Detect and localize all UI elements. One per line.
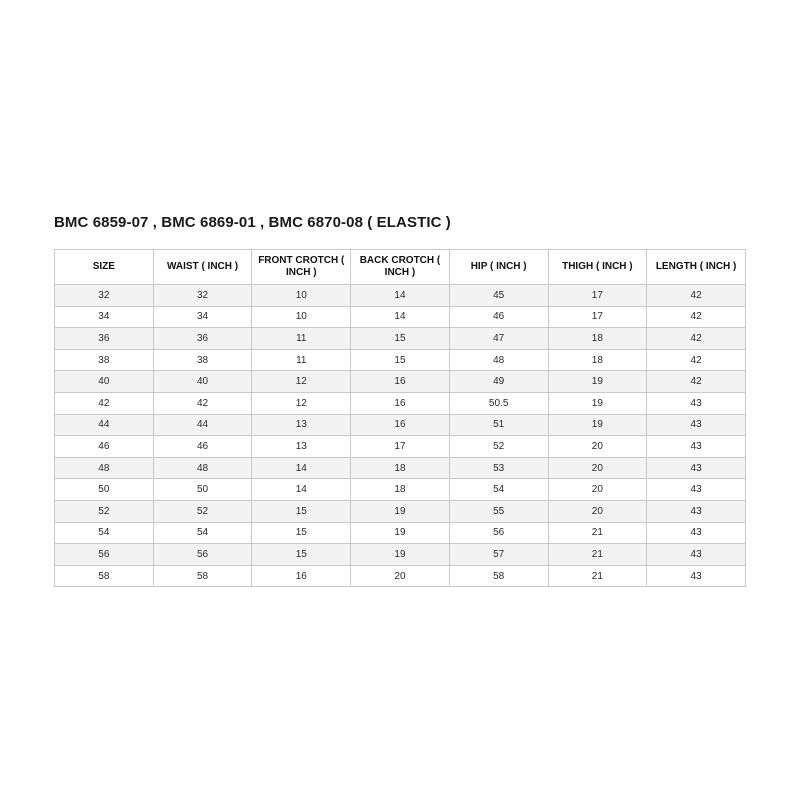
cell-hip: 50.5	[449, 392, 548, 414]
cell-front-crotch: 13	[252, 414, 351, 436]
cell-hip: 49	[449, 371, 548, 393]
cell-waist: 48	[153, 457, 252, 479]
cell-back-crotch: 16	[351, 392, 450, 414]
cell-waist: 58	[153, 565, 252, 587]
cell-length: 42	[647, 371, 746, 393]
cell-length: 43	[647, 392, 746, 414]
cell-size: 58	[55, 565, 154, 587]
table-row	[55, 500, 746, 522]
page-title: BMC 6859-07 , BMC 6869-01 , BMC 6870-08 ( ELASTIC )	[54, 214, 451, 231]
cell-hip: 53	[449, 457, 548, 479]
cell-front-crotch: 14	[252, 479, 351, 501]
table-row	[55, 479, 746, 501]
cell-thigh: 20	[548, 500, 647, 522]
cell-size: 48	[55, 457, 154, 479]
table-row	[55, 522, 746, 544]
cell-hip: 48	[449, 349, 548, 371]
cell-back-crotch: 15	[351, 328, 450, 350]
cell-length: 43	[647, 565, 746, 587]
cell-length: 43	[647, 457, 746, 479]
cell-hip: 45	[449, 285, 548, 307]
cell-waist: 54	[153, 522, 252, 544]
cell-length: 43	[647, 479, 746, 501]
cell-waist: 32	[153, 285, 252, 307]
cell-front-crotch: 15	[252, 522, 351, 544]
cell-waist: 36	[153, 328, 252, 350]
header-length: LENGTH ( INCH )	[647, 250, 746, 285]
cell-back-crotch: 16	[351, 414, 450, 436]
cell-hip: 55	[449, 500, 548, 522]
header-waist: WAIST ( INCH )	[153, 250, 252, 285]
cell-thigh: 19	[548, 414, 647, 436]
cell-size: 50	[55, 479, 154, 501]
table-row	[55, 544, 746, 566]
cell-hip: 46	[449, 306, 548, 328]
cell-front-crotch: 10	[252, 306, 351, 328]
cell-thigh: 19	[548, 392, 647, 414]
cell-length: 43	[647, 436, 746, 458]
cell-back-crotch: 14	[351, 306, 450, 328]
cell-waist: 52	[153, 500, 252, 522]
header-front-crotch: FRONT CROTCH ( INCH )	[252, 250, 351, 285]
cell-hip: 47	[449, 328, 548, 350]
cell-thigh: 17	[548, 306, 647, 328]
cell-hip: 57	[449, 544, 548, 566]
cell-length: 42	[647, 328, 746, 350]
cell-thigh: 21	[548, 565, 647, 587]
cell-hip: 54	[449, 479, 548, 501]
table-row	[55, 306, 746, 328]
cell-front-crotch: 15	[252, 544, 351, 566]
table-body	[55, 285, 746, 587]
cell-size: 52	[55, 500, 154, 522]
cell-size: 44	[55, 414, 154, 436]
table-row	[55, 285, 746, 307]
cell-length: 43	[647, 500, 746, 522]
cell-back-crotch: 19	[351, 500, 450, 522]
cell-thigh: 18	[548, 349, 647, 371]
cell-back-crotch: 16	[351, 371, 450, 393]
cell-length: 42	[647, 349, 746, 371]
cell-size: 36	[55, 328, 154, 350]
cell-length: 42	[647, 285, 746, 307]
cell-waist: 40	[153, 371, 252, 393]
cell-front-crotch: 15	[252, 500, 351, 522]
header-size: SIZE	[55, 250, 154, 285]
cell-waist: 44	[153, 414, 252, 436]
cell-waist: 38	[153, 349, 252, 371]
cell-size: 40	[55, 371, 154, 393]
cell-front-crotch: 14	[252, 457, 351, 479]
cell-front-crotch: 13	[252, 436, 351, 458]
cell-thigh: 20	[548, 457, 647, 479]
table-row	[55, 392, 746, 414]
header-thigh: THIGH ( INCH )	[548, 250, 647, 285]
cell-back-crotch: 18	[351, 479, 450, 501]
cell-size: 32	[55, 285, 154, 307]
cell-thigh: 20	[548, 436, 647, 458]
cell-size: 54	[55, 522, 154, 544]
cell-back-crotch: 19	[351, 544, 450, 566]
header-hip: HIP ( INCH )	[449, 250, 548, 285]
cell-front-crotch: 11	[252, 349, 351, 371]
table-row	[55, 328, 746, 350]
cell-back-crotch: 18	[351, 457, 450, 479]
cell-size: 38	[55, 349, 154, 371]
cell-hip: 58	[449, 565, 548, 587]
cell-front-crotch: 11	[252, 328, 351, 350]
cell-size: 42	[55, 392, 154, 414]
cell-thigh: 18	[548, 328, 647, 350]
table-header-row	[55, 250, 746, 285]
cell-length: 43	[647, 414, 746, 436]
cell-front-crotch: 12	[252, 392, 351, 414]
cell-front-crotch: 12	[252, 371, 351, 393]
cell-size: 56	[55, 544, 154, 566]
cell-waist: 50	[153, 479, 252, 501]
cell-waist: 34	[153, 306, 252, 328]
cell-front-crotch: 16	[252, 565, 351, 587]
cell-back-crotch: 14	[351, 285, 450, 307]
cell-size: 46	[55, 436, 154, 458]
cell-thigh: 21	[548, 522, 647, 544]
cell-length: 43	[647, 544, 746, 566]
table-row	[55, 565, 746, 587]
table-row	[55, 414, 746, 436]
cell-waist: 42	[153, 392, 252, 414]
cell-hip: 56	[449, 522, 548, 544]
cell-waist: 46	[153, 436, 252, 458]
table-row	[55, 349, 746, 371]
cell-length: 43	[647, 522, 746, 544]
cell-back-crotch: 20	[351, 565, 450, 587]
table-row	[55, 457, 746, 479]
cell-size: 34	[55, 306, 154, 328]
cell-thigh: 17	[548, 285, 647, 307]
cell-hip: 52	[449, 436, 548, 458]
table-row	[55, 436, 746, 458]
cell-thigh: 20	[548, 479, 647, 501]
header-back-crotch: BACK CROTCH ( INCH )	[351, 250, 450, 285]
cell-length: 42	[647, 306, 746, 328]
cell-thigh: 19	[548, 371, 647, 393]
cell-front-crotch: 10	[252, 285, 351, 307]
cell-hip: 51	[449, 414, 548, 436]
size-chart-table	[54, 249, 746, 587]
cell-waist: 56	[153, 544, 252, 566]
cell-back-crotch: 17	[351, 436, 450, 458]
cell-back-crotch: 15	[351, 349, 450, 371]
cell-back-crotch: 19	[351, 522, 450, 544]
cell-thigh: 21	[548, 544, 647, 566]
table-row	[55, 371, 746, 393]
